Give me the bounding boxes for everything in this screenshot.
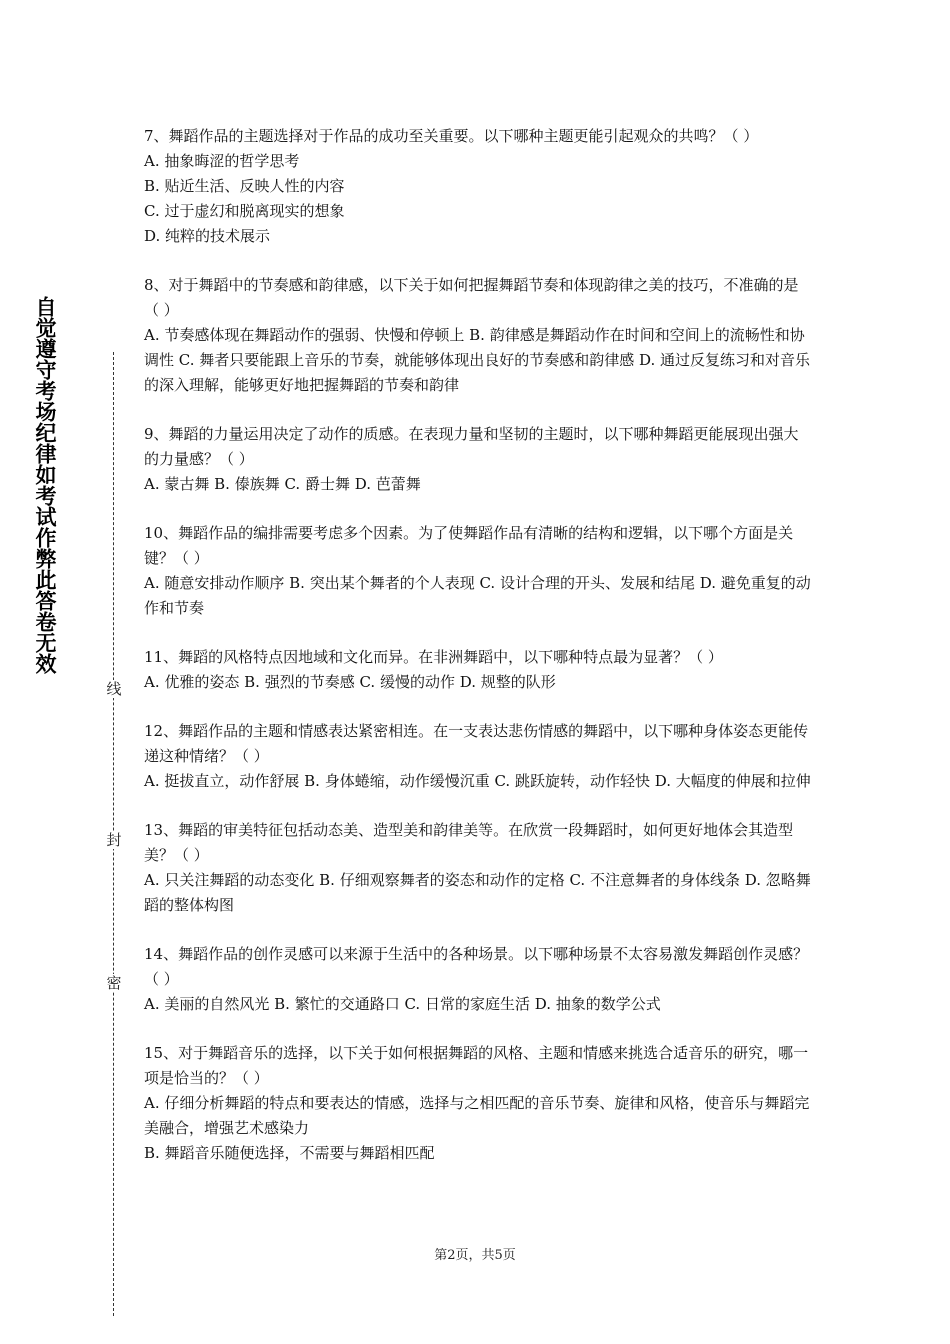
option: B. 舞蹈音乐随便选择，不需要与舞蹈相匹配 — [144, 1144, 435, 1162]
question-10 — [144, 521, 812, 621]
question-stem: 10、舞蹈作品的编排需要考虑多个因素。为了使舞蹈作品有清晰的结构和逻辑，以下哪个方面是关键？（ ） — [144, 524, 794, 567]
binding-mark-secret: 密 — [106, 974, 122, 992]
question-12 — [144, 719, 812, 794]
options-line: A. 节奏感体现在舞蹈动作的强弱、快慢和停顿上 B. 韵律感是舞蹈动作在时间和空间上的流畅性和协调性 C. 舞者只要能跟上音乐的节奏，就能够体现出良好的节奏感和韵律感 D. 通过反复练习和对音乐的深入理解，能够更好地把握舞蹈的节奏和韵律 — [144, 326, 811, 394]
options-line: A. 挺拔直立，动作舒展 B. 身体蜷缩，动作缓慢沉重 C. 跳跃旋转，动作轻快 D. 大幅度的伸展和拉伸 — [144, 772, 811, 790]
options-line: A. 随意安排动作顺序 B. 突出某个舞者的个人表现 C. 设计合理的开头、发展和结尾 D. 避免重复的动作和节奏 — [144, 574, 811, 617]
question-stem: 8、对于舞蹈中的节奏感和韵律感，以下关于如何把握舞蹈节奏和体现韵律之美的技巧，不准确的是（ ） — [144, 276, 799, 319]
question-11 — [144, 645, 812, 695]
options-line: A. 美丽的自然风光 B. 繁忙的交通路口 C. 日常的家庭生活 D. 抽象的数学公式 — [144, 995, 661, 1013]
binding-mark-seal: 封 — [106, 831, 122, 849]
question-list — [144, 124, 812, 1190]
question-stem: 14、舞蹈作品的创作灵感可以来源于生活中的各种场景。以下哪种场景不太容易激发舞蹈创作灵感？（ ） — [144, 945, 809, 988]
question-13 — [144, 818, 812, 918]
options-line: A. 蒙古舞 B. 傣族舞 C. 爵士舞 D. 芭蕾舞 — [144, 475, 421, 493]
question-15 — [144, 1041, 812, 1166]
question-stem: 9、舞蹈的力量运用决定了动作的质感。在表现力量和坚韧的主题时，以下哪种舞蹈更能展现出强大的力量感？（ ） — [144, 425, 799, 468]
question-9 — [144, 422, 812, 497]
options-line: A. 优雅的姿态 B. 强烈的节奏感 C. 缓慢的动作 D. 规整的队形 — [144, 673, 556, 691]
option: A. 仔细分析舞蹈的特点和要表达的情感，选择与之相匹配的音乐节奏、旋律和风格，使音乐与舞蹈完美融合，增强艺术感染力 — [144, 1094, 810, 1137]
option: B. 贴近生活、反映人性的内容 — [144, 177, 345, 195]
question-stem: 7、舞蹈作品的主题选择对于作品的成功至关重要。以下哪种主题更能引起观众的共鸣？（ ） — [144, 127, 759, 145]
option: D. 纯粹的技术展示 — [144, 227, 271, 245]
options-line: A. 只关注舞蹈的动态变化 B. 仔细观察舞者的姿态和动作的定格 C. 不注意舞者的身体线条 D. 忽略舞蹈的整体构图 — [144, 871, 811, 914]
question-14 — [144, 942, 812, 1017]
page-number: 第2页，共5页 — [434, 1248, 516, 1263]
option: A. 抽象晦涩的哲学思考 — [144, 152, 300, 170]
question-7 — [144, 124, 812, 249]
question-8 — [144, 273, 812, 398]
question-stem: 11、舞蹈的风格特点因地域和文化而异。在非洲舞蹈中，以下哪种特点最为显著？（ ） — [144, 648, 723, 666]
question-stem: 12、舞蹈作品的主题和情感表达紧密相连。在一支表达悲伤情感的舞蹈中，以下哪种身体姿态更能传递这种情绪？（ ） — [144, 722, 809, 765]
question-stem: 15、对于舞蹈音乐的选择，以下关于如何根据舞蹈的风格、主题和情感来挑选合适音乐的研究，哪一项是恰当的？（ ） — [144, 1044, 809, 1087]
binding-mark-line: 线 — [106, 680, 122, 698]
exam-discipline-notice: 自觉遵守考场纪律如考试作弊此答卷无效 — [33, 296, 57, 674]
question-stem: 13、舞蹈的审美特征包括动态美、造型美和韵律美等。在欣赏一段舞蹈时，如何更好地体会其造型美？（ ） — [144, 821, 794, 864]
option: C. 过于虚幻和脱离现实的想象 — [144, 202, 345, 220]
